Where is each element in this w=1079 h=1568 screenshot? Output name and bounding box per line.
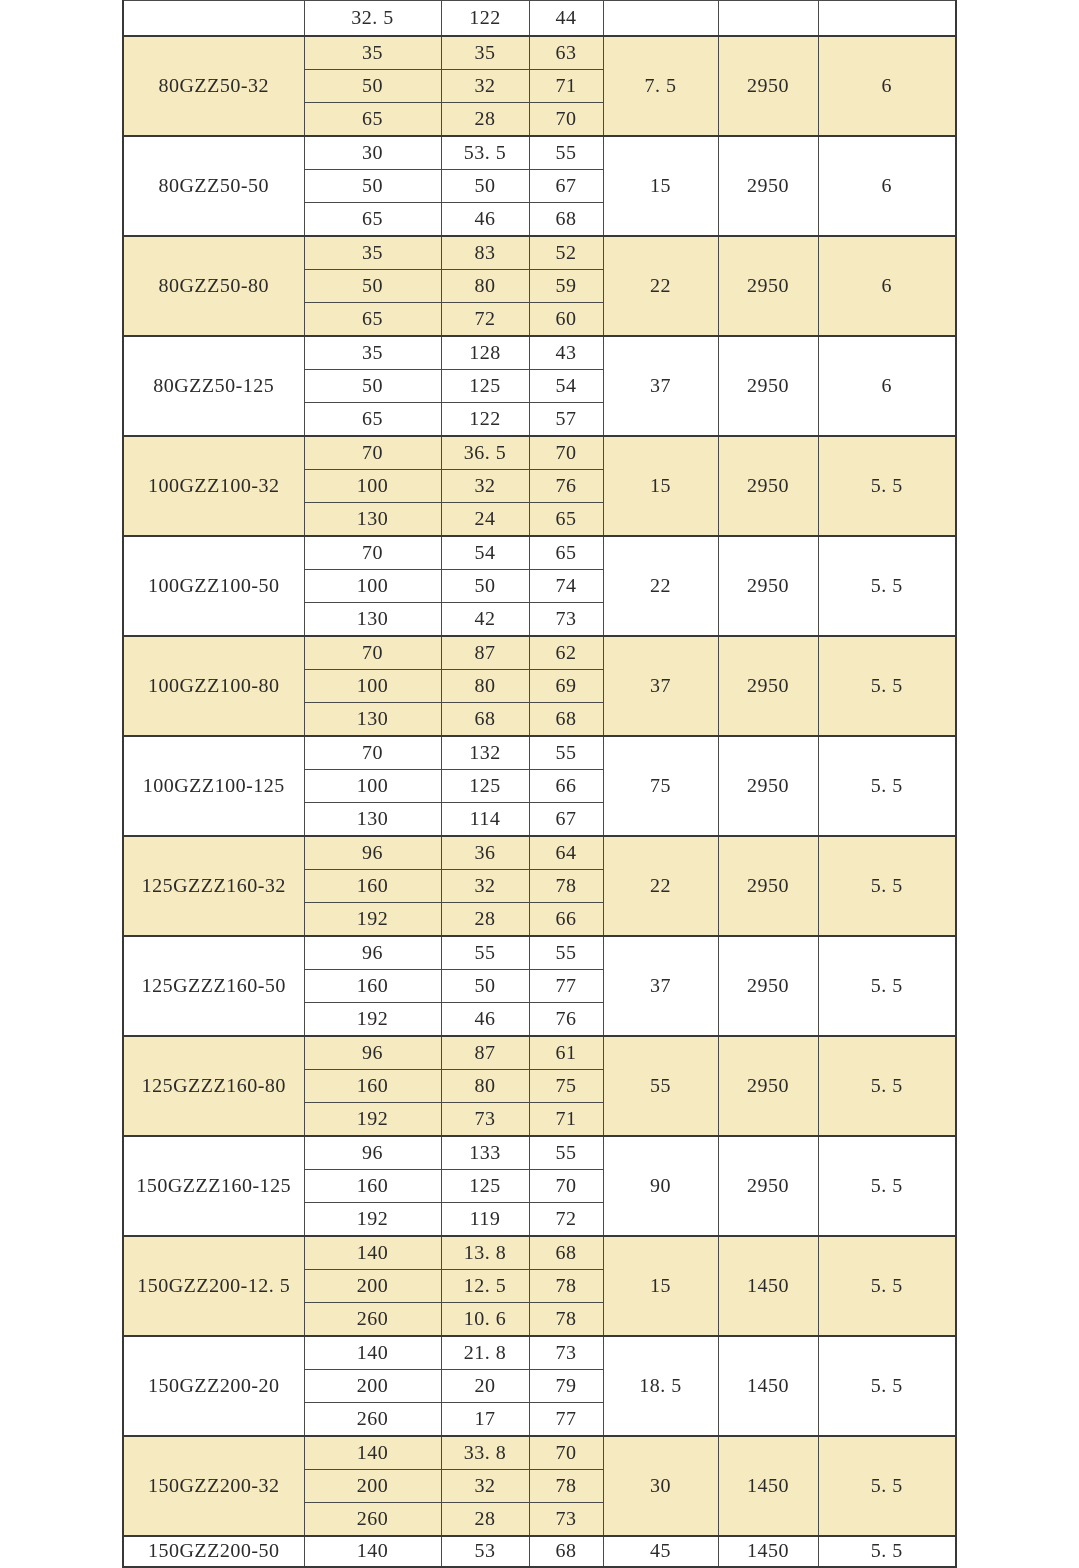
power-cell: 22 [603, 536, 718, 636]
model-cell: 80GZZ50-50 [123, 136, 304, 236]
efficiency-cell: 70 [529, 1170, 603, 1203]
flow-cell: 50 [304, 270, 441, 303]
power-cell [603, 1, 718, 37]
flow-cell: 160 [304, 870, 441, 903]
model-cell: 150GZZ200-50 [123, 1536, 304, 1567]
flow-cell: 70 [304, 736, 441, 770]
head-cell: 128 [441, 336, 529, 370]
head-cell: 46 [441, 203, 529, 237]
head-cell: 32 [441, 870, 529, 903]
efficiency-cell: 54 [529, 370, 603, 403]
head-cell: 53 [441, 1536, 529, 1567]
power-cell: 15 [603, 436, 718, 536]
speed-cell: 2950 [718, 736, 818, 836]
npsh-cell: 5. 5 [818, 736, 956, 836]
speed-cell: 2950 [718, 636, 818, 736]
head-cell: 133 [441, 1136, 529, 1170]
flow-cell: 65 [304, 403, 441, 437]
flow-cell: 140 [304, 1236, 441, 1270]
npsh-cell: 5. 5 [818, 636, 956, 736]
head-cell: 42 [441, 603, 529, 637]
power-cell: 15 [603, 1236, 718, 1336]
table-row [123, 1136, 956, 1170]
head-cell: 20 [441, 1370, 529, 1403]
efficiency-cell: 77 [529, 1403, 603, 1437]
model-cell [123, 1, 304, 37]
flow-cell: 100 [304, 670, 441, 703]
efficiency-cell: 65 [529, 503, 603, 537]
efficiency-cell: 66 [529, 770, 603, 803]
head-cell: 32 [441, 70, 529, 103]
efficiency-cell: 78 [529, 1470, 603, 1503]
table-row [123, 836, 956, 870]
flow-cell: 70 [304, 636, 441, 670]
flow-cell: 160 [304, 1070, 441, 1103]
flow-cell: 200 [304, 1270, 441, 1303]
efficiency-cell: 60 [529, 303, 603, 337]
head-cell: 80 [441, 270, 529, 303]
efficiency-cell: 79 [529, 1370, 603, 1403]
flow-cell: 200 [304, 1470, 441, 1503]
flow-cell: 192 [304, 1003, 441, 1037]
npsh-cell: 6 [818, 336, 956, 436]
table-row [123, 1036, 956, 1070]
efficiency-cell: 55 [529, 736, 603, 770]
power-cell: 7. 5 [603, 36, 718, 136]
head-cell: 80 [441, 1070, 529, 1103]
efficiency-cell: 73 [529, 603, 603, 637]
efficiency-cell: 64 [529, 836, 603, 870]
power-cell: 15 [603, 136, 718, 236]
head-cell: 68 [441, 703, 529, 737]
efficiency-cell: 76 [529, 1003, 603, 1037]
efficiency-cell: 68 [529, 703, 603, 737]
speed-cell: 2950 [718, 836, 818, 936]
model-cell: 125GZZZ160-80 [123, 1036, 304, 1136]
model-cell: 100GZZ100-80 [123, 636, 304, 736]
power-cell: 22 [603, 836, 718, 936]
flow-cell: 192 [304, 903, 441, 937]
speed-cell: 2950 [718, 1136, 818, 1236]
flow-cell: 192 [304, 1103, 441, 1137]
head-cell: 10. 6 [441, 1303, 529, 1337]
table-row [123, 1436, 956, 1470]
speed-cell: 2950 [718, 336, 818, 436]
npsh-cell [818, 1, 956, 37]
efficiency-cell: 65 [529, 536, 603, 570]
flow-cell: 192 [304, 1203, 441, 1237]
speed-cell: 2950 [718, 536, 818, 636]
power-cell: 55 [603, 1036, 718, 1136]
efficiency-cell: 70 [529, 1436, 603, 1470]
model-cell: 150GZZZ160-125 [123, 1136, 304, 1236]
head-cell: 13. 8 [441, 1236, 529, 1270]
head-cell: 132 [441, 736, 529, 770]
speed-cell: 2950 [718, 236, 818, 336]
power-cell: 37 [603, 936, 718, 1036]
efficiency-cell: 74 [529, 570, 603, 603]
efficiency-cell: 43 [529, 336, 603, 370]
head-cell: 53. 5 [441, 136, 529, 170]
table-row [123, 736, 956, 770]
flow-cell: 130 [304, 803, 441, 837]
speed-cell: 2950 [718, 36, 818, 136]
head-cell: 80 [441, 670, 529, 703]
speed-cell: 1450 [718, 1236, 818, 1336]
flow-cell: 96 [304, 1036, 441, 1070]
model-cell: 100GZZ100-32 [123, 436, 304, 536]
npsh-cell: 6 [818, 36, 956, 136]
head-cell: 17 [441, 1403, 529, 1437]
model-cell: 80GZZ50-80 [123, 236, 304, 336]
model-cell: 100GZZ100-50 [123, 536, 304, 636]
table-row [123, 136, 956, 170]
flow-cell: 100 [304, 570, 441, 603]
flow-cell: 130 [304, 503, 441, 537]
npsh-cell: 5. 5 [818, 1236, 956, 1336]
flow-cell: 65 [304, 203, 441, 237]
flow-cell: 260 [304, 1403, 441, 1437]
speed-cell: 2950 [718, 936, 818, 1036]
head-cell: 119 [441, 1203, 529, 1237]
npsh-cell: 5. 5 [818, 1136, 956, 1236]
speed-cell: 1450 [718, 1436, 818, 1536]
power-cell: 22 [603, 236, 718, 336]
table-row [123, 536, 956, 570]
flow-cell: 130 [304, 603, 441, 637]
flow-cell: 50 [304, 170, 441, 203]
flow-cell: 35 [304, 36, 441, 70]
speed-cell: 2950 [718, 136, 818, 236]
npsh-cell: 5. 5 [818, 936, 956, 1036]
model-cell: 80GZZ50-32 [123, 36, 304, 136]
flow-cell: 96 [304, 836, 441, 870]
npsh-cell: 5. 5 [818, 1536, 956, 1567]
speed-cell: 2950 [718, 1036, 818, 1136]
flow-cell: 65 [304, 103, 441, 137]
power-cell: 37 [603, 636, 718, 736]
head-cell: 36 [441, 836, 529, 870]
head-cell: 33. 8 [441, 1436, 529, 1470]
table-row [123, 1, 956, 37]
flow-cell: 130 [304, 703, 441, 737]
efficiency-cell: 67 [529, 170, 603, 203]
head-cell: 125 [441, 370, 529, 403]
efficiency-cell: 78 [529, 870, 603, 903]
head-cell: 50 [441, 970, 529, 1003]
head-cell: 28 [441, 1503, 529, 1537]
flow-cell: 35 [304, 236, 441, 270]
model-cell: 150GZZ200-12. 5 [123, 1236, 304, 1336]
efficiency-cell: 61 [529, 1036, 603, 1070]
flow-cell: 50 [304, 70, 441, 103]
head-cell: 87 [441, 636, 529, 670]
efficiency-cell: 57 [529, 403, 603, 437]
efficiency-cell: 73 [529, 1503, 603, 1537]
efficiency-cell: 72 [529, 1203, 603, 1237]
head-cell: 50 [441, 170, 529, 203]
pump-table-body [123, 1, 956, 1568]
npsh-cell: 5. 5 [818, 436, 956, 536]
efficiency-cell: 71 [529, 1103, 603, 1137]
npsh-cell: 6 [818, 136, 956, 236]
head-cell: 36. 5 [441, 436, 529, 470]
flow-cell: 35 [304, 336, 441, 370]
model-cell: 100GZZ100-125 [123, 736, 304, 836]
speed-cell: 2950 [718, 436, 818, 536]
pump-performance-table [122, 0, 957, 1568]
efficiency-cell: 55 [529, 936, 603, 970]
npsh-cell: 5. 5 [818, 1336, 956, 1436]
flow-cell: 260 [304, 1303, 441, 1337]
head-cell: 24 [441, 503, 529, 537]
npsh-cell: 5. 5 [818, 836, 956, 936]
efficiency-cell: 75 [529, 1070, 603, 1103]
head-cell: 50 [441, 570, 529, 603]
head-cell: 12. 5 [441, 1270, 529, 1303]
power-cell: 75 [603, 736, 718, 836]
head-cell: 32 [441, 1470, 529, 1503]
efficiency-cell: 67 [529, 803, 603, 837]
head-cell: 73 [441, 1103, 529, 1137]
efficiency-cell: 70 [529, 436, 603, 470]
head-cell: 122 [441, 1, 529, 37]
table-row [123, 436, 956, 470]
power-cell: 30 [603, 1436, 718, 1536]
power-cell: 45 [603, 1536, 718, 1567]
table-row [123, 936, 956, 970]
efficiency-cell: 77 [529, 970, 603, 1003]
table-row [123, 1336, 956, 1370]
flow-cell: 70 [304, 536, 441, 570]
flow-cell: 50 [304, 370, 441, 403]
flow-cell: 200 [304, 1370, 441, 1403]
flow-cell: 160 [304, 970, 441, 1003]
power-cell: 90 [603, 1136, 718, 1236]
head-cell: 122 [441, 403, 529, 437]
flow-cell: 70 [304, 436, 441, 470]
flow-cell: 140 [304, 1336, 441, 1370]
flow-cell: 260 [304, 1503, 441, 1537]
model-cell: 125GZZZ160-32 [123, 836, 304, 936]
power-cell: 18. 5 [603, 1336, 718, 1436]
head-cell: 46 [441, 1003, 529, 1037]
efficiency-cell: 52 [529, 236, 603, 270]
efficiency-cell: 71 [529, 70, 603, 103]
head-cell: 21. 8 [441, 1336, 529, 1370]
efficiency-cell: 44 [529, 1, 603, 37]
head-cell: 54 [441, 536, 529, 570]
head-cell: 125 [441, 1170, 529, 1203]
efficiency-cell: 78 [529, 1303, 603, 1337]
table-row [123, 236, 956, 270]
npsh-cell: 5. 5 [818, 1036, 956, 1136]
head-cell: 114 [441, 803, 529, 837]
speed-cell: 1450 [718, 1336, 818, 1436]
head-cell: 35 [441, 36, 529, 70]
speed-cell [718, 1, 818, 37]
head-cell: 28 [441, 103, 529, 137]
efficiency-cell: 68 [529, 1236, 603, 1270]
flow-cell: 65 [304, 303, 441, 337]
efficiency-cell: 78 [529, 1270, 603, 1303]
efficiency-cell: 76 [529, 470, 603, 503]
table-row [123, 636, 956, 670]
table-row [123, 1536, 956, 1567]
npsh-cell: 6 [818, 236, 956, 336]
flow-cell: 96 [304, 936, 441, 970]
flow-cell: 160 [304, 1170, 441, 1203]
head-cell: 87 [441, 1036, 529, 1070]
head-cell: 55 [441, 936, 529, 970]
head-cell: 28 [441, 903, 529, 937]
efficiency-cell: 69 [529, 670, 603, 703]
speed-cell: 1450 [718, 1536, 818, 1567]
power-cell: 37 [603, 336, 718, 436]
model-cell: 80GZZ50-125 [123, 336, 304, 436]
table-row [123, 1236, 956, 1270]
table-row [123, 36, 956, 70]
flow-cell: 140 [304, 1436, 441, 1470]
head-cell: 72 [441, 303, 529, 337]
flow-cell: 140 [304, 1536, 441, 1567]
model-cell: 150GZZ200-32 [123, 1436, 304, 1536]
model-cell: 150GZZ200-20 [123, 1336, 304, 1436]
efficiency-cell: 55 [529, 136, 603, 170]
efficiency-cell: 62 [529, 636, 603, 670]
npsh-cell: 5. 5 [818, 536, 956, 636]
head-cell: 32 [441, 470, 529, 503]
flow-cell: 96 [304, 1136, 441, 1170]
npsh-cell: 5. 5 [818, 1436, 956, 1536]
flow-cell: 100 [304, 770, 441, 803]
efficiency-cell: 59 [529, 270, 603, 303]
efficiency-cell: 68 [529, 203, 603, 237]
efficiency-cell: 55 [529, 1136, 603, 1170]
model-cell: 125GZZZ160-50 [123, 936, 304, 1036]
head-cell: 125 [441, 770, 529, 803]
efficiency-cell: 73 [529, 1336, 603, 1370]
flow-cell: 30 [304, 136, 441, 170]
efficiency-cell: 63 [529, 36, 603, 70]
efficiency-cell: 70 [529, 103, 603, 137]
flow-cell: 100 [304, 470, 441, 503]
efficiency-cell: 66 [529, 903, 603, 937]
table-row [123, 336, 956, 370]
flow-cell: 32. 5 [304, 1, 441, 37]
head-cell: 83 [441, 236, 529, 270]
efficiency-cell: 68 [529, 1536, 603, 1567]
